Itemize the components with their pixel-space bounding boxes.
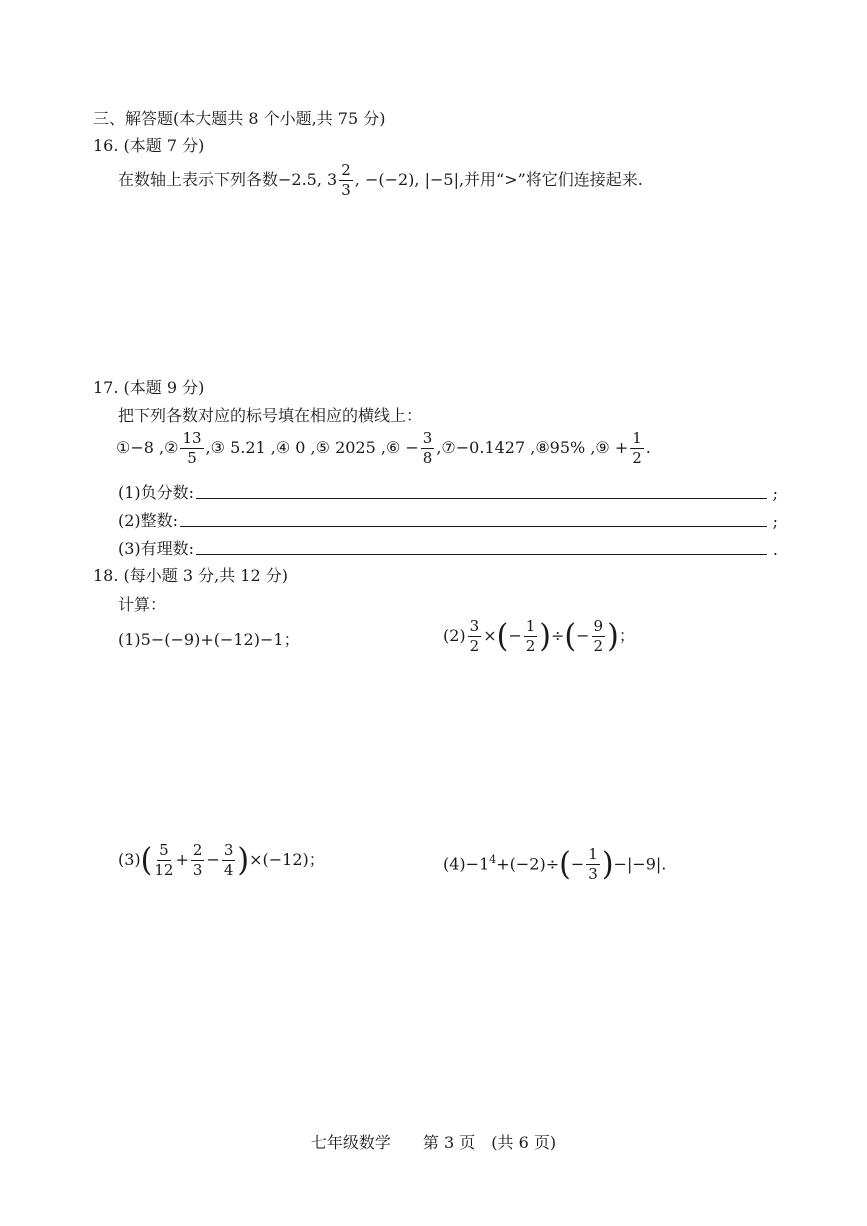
q18-p2-f3-sign: − xyxy=(576,626,590,645)
q16-number: 16. (本题 7 分) xyxy=(93,136,205,155)
q18-problem-3 xyxy=(118,838,325,882)
page-footer: 七年级数学 第 3 页 (共 6 页) xyxy=(310,1133,557,1152)
q18-p4-sign: − xyxy=(570,854,585,874)
q17-item-3-to-6: ,③ 5.21 ,④ 0 ,⑤ 2025 ,⑥ − xyxy=(205,438,419,457)
q17-blank-1-end: ; xyxy=(772,484,778,503)
left-paren-icon: ( xyxy=(496,617,509,655)
q16-frac-num: 2 xyxy=(341,161,351,179)
q18-p2-end: ； xyxy=(618,626,635,645)
q17-item-2-fraction xyxy=(180,431,203,466)
q18-p4-tail: −|−9|. xyxy=(613,854,667,874)
q18-p2-f1-den: 2 xyxy=(469,637,480,655)
q18-instruction: 计算： xyxy=(118,595,167,614)
q16-text-b: , −(−2), |−5|,并用“>”将它们连接起来. xyxy=(354,170,643,189)
left-paren-icon: ( xyxy=(140,841,153,879)
q18-p3-f2-den: 3 xyxy=(192,861,203,879)
q17-number-list xyxy=(116,430,651,466)
q17-blank-2-line[interactable] xyxy=(180,526,767,527)
q17-blank-2-label: (2)整数: xyxy=(118,511,179,530)
q18-p2-fraction-1 xyxy=(468,619,482,654)
q17-blank-3-label: (3)有理数: xyxy=(118,539,195,558)
q17-blank-3-line[interactable] xyxy=(196,554,767,555)
left-paren-icon: ( xyxy=(559,845,571,883)
q17-instruction: 把下列各数对应的标号填在相应的横线上： xyxy=(118,406,423,425)
q17-blank-1-line[interactable] xyxy=(196,498,767,499)
q17-list-end: . xyxy=(645,438,651,457)
q18-p2-times: × xyxy=(483,626,497,645)
q16-text xyxy=(118,163,643,198)
q18-p4-mid: +(−2)÷ xyxy=(496,854,560,874)
q18-p2-fraction-2 xyxy=(524,619,538,654)
q17-item-7-to-9: ,⑦−0.1427 ,⑧95% ,⑨ + xyxy=(436,438,629,457)
q18-p3-f1-den: 12 xyxy=(154,861,174,879)
q18-p3-minus: − xyxy=(206,850,220,869)
q18-number: 18. (每小题 3 分,共 12 分) xyxy=(93,566,288,585)
q17-number: 17. (本题 9 分) xyxy=(93,378,205,397)
q17-blank-2-row xyxy=(118,508,778,531)
q17-item-2-den: 5 xyxy=(187,449,197,467)
q18-p4-label: (4)−1 xyxy=(443,854,490,874)
q18-p3-plus: + xyxy=(175,850,189,869)
q17-blank-1-row xyxy=(118,480,778,503)
q18-p3-tail: ×(−12)； xyxy=(249,850,325,869)
q18-p2-f2-den: 2 xyxy=(525,637,536,655)
q17-blank-2-end: ; xyxy=(772,512,778,531)
q18-p2-f1-num: 3 xyxy=(469,617,480,635)
q18-p3-f3-den: 4 xyxy=(223,861,234,879)
q18-p4-f-num: 1 xyxy=(588,845,598,864)
left-paren-icon: ( xyxy=(564,617,577,655)
right-paren-icon: ) xyxy=(607,617,619,655)
q18-p2-f2-num: 1 xyxy=(525,617,536,635)
q16-mixed-fraction xyxy=(339,163,353,198)
q18-p3-f3-num: 3 xyxy=(223,841,234,859)
q18-p2-f3-num: 9 xyxy=(593,617,604,635)
q18-p3-fraction-1 xyxy=(154,843,173,878)
q18-p2-div: ÷ xyxy=(551,626,565,645)
right-paren-icon: ) xyxy=(539,617,552,655)
q18-p2-f2-sign: − xyxy=(508,626,522,645)
q18-problem-1: (1)5−(−9)+(−12)−1； xyxy=(118,630,300,649)
q18-p3-fraction-3 xyxy=(222,843,236,878)
q17-item-6-num: 3 xyxy=(422,429,433,447)
q17-blank-3-end: . xyxy=(772,540,778,559)
q18-problem-4 xyxy=(443,838,666,886)
q18-p4-fraction xyxy=(586,847,600,882)
q18-p4-f-den: 3 xyxy=(588,865,598,884)
q18-p2-fraction-3 xyxy=(592,619,606,654)
right-paren-icon: ) xyxy=(237,841,250,879)
q17-item-2-prefix: ② xyxy=(164,438,179,457)
q18-p3-label: (3) xyxy=(118,850,141,869)
q17-item-9-den: 2 xyxy=(632,449,642,467)
section-header: 三、解答题(本大题共 8 个小题,共 75 分) xyxy=(93,109,386,128)
q18-p3-f1-num: 5 xyxy=(159,841,169,859)
q18-p3-f2-num: 2 xyxy=(192,841,203,859)
q18-p2-label: (2) xyxy=(443,626,466,645)
q17-item-9-num: 1 xyxy=(632,429,642,447)
q16-text-a: 在数轴上表示下列各数−2.5, 3 xyxy=(118,170,338,189)
q17-item-9-fraction xyxy=(630,431,644,466)
q17-item-6-fraction xyxy=(421,431,435,466)
q18-problem-2 xyxy=(443,616,635,656)
q18-p4-exponent: 4 xyxy=(489,853,497,866)
q17-item-6-den: 8 xyxy=(422,449,433,467)
q18-p2-f3-den: 2 xyxy=(593,637,604,655)
q18-p3-fraction-2 xyxy=(191,843,205,878)
right-paren-icon: ) xyxy=(601,845,614,883)
q17-blank-3-row xyxy=(118,536,778,559)
q17-blank-1-label: (1)负分数: xyxy=(118,483,195,502)
q16-frac-den: 3 xyxy=(341,181,351,199)
q17-item-1: ①−8 , xyxy=(116,438,165,457)
q17-item-2-num: 13 xyxy=(182,429,202,447)
